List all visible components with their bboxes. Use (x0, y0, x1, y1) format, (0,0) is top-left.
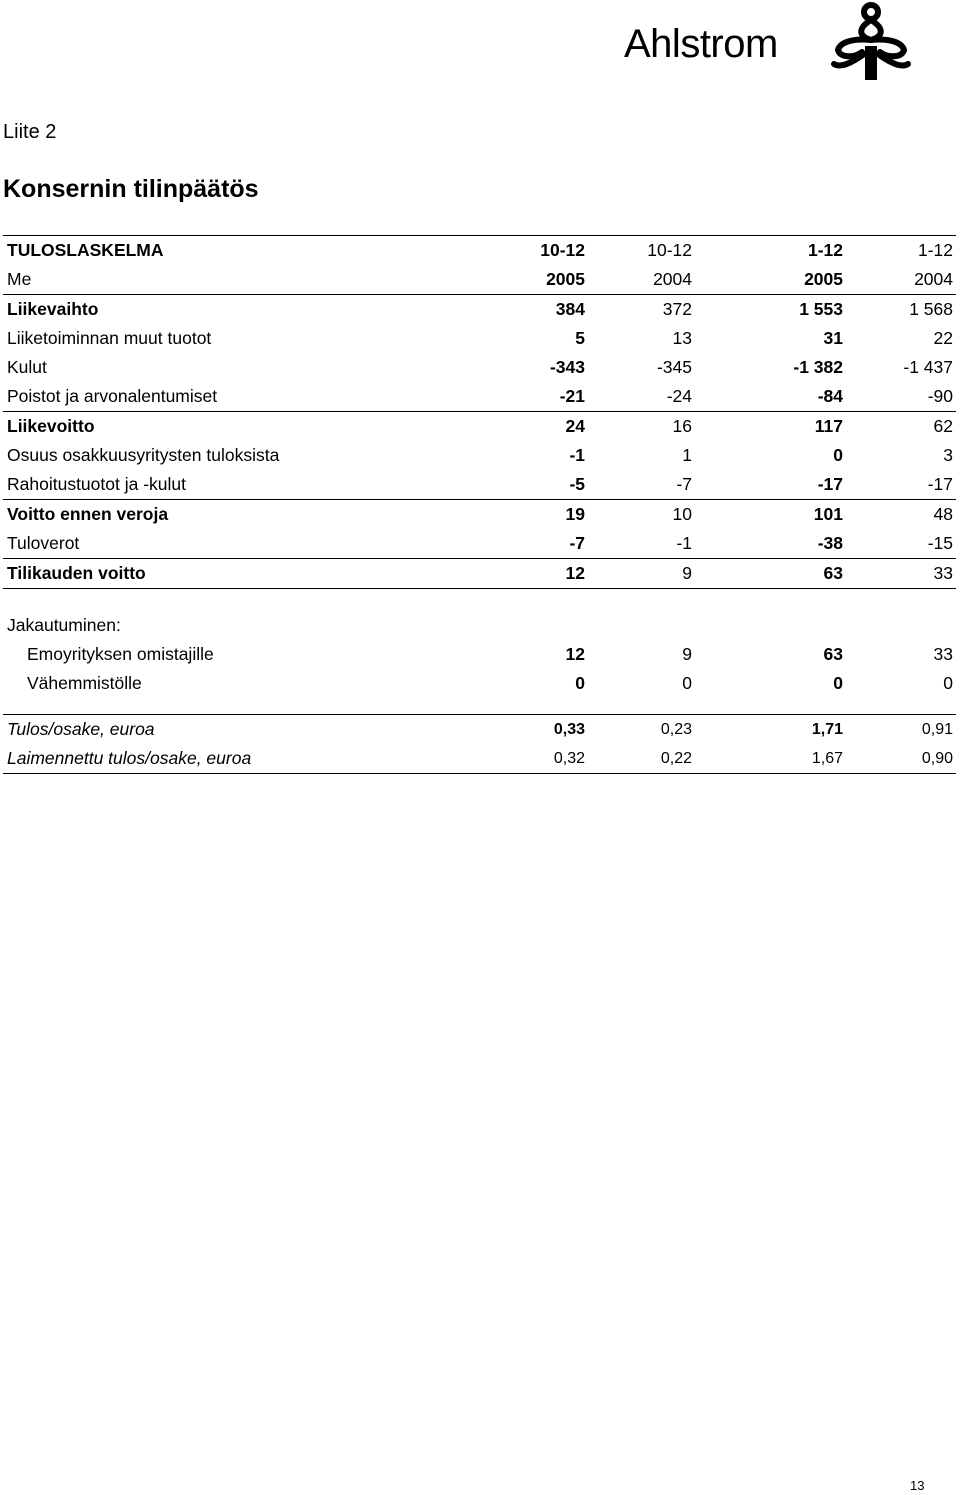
table-row (3, 640, 956, 669)
table-cell: -21 (461, 382, 588, 412)
row-label: Laimennettu tulos/osake, euroa (3, 744, 461, 774)
table-cell: 0 (833, 445, 843, 465)
logo-wordmark: Ahlstrom (624, 22, 778, 66)
table-cell: 12 (565, 644, 585, 664)
table-cell: 9 (588, 559, 695, 589)
row-label: Liikevoitto (7, 416, 95, 436)
table-cell: -1 (569, 445, 585, 465)
table-header-row (3, 236, 956, 266)
row-label: Tulos/osake, euroa (7, 719, 155, 739)
table-row (3, 500, 956, 530)
row-label: Liiketoiminnan muut tuotot (7, 328, 212, 348)
table-cell: 1 (682, 445, 692, 465)
table-cell: 10 (672, 504, 692, 524)
row-label: Tilikauden voitto (3, 559, 461, 589)
header-period: 1-12 (846, 236, 956, 266)
table-cell: 22 (933, 328, 953, 348)
table-cell: 117 (814, 416, 843, 436)
header-period: 1-12 (695, 236, 846, 266)
table-cell: -17 (846, 470, 956, 500)
table-cell: 33 (933, 644, 953, 664)
table-row (3, 744, 956, 774)
table-cell: 63 (823, 644, 843, 664)
row-label: Poistot ja arvonalentumiset (3, 382, 461, 412)
row-label: Emoyrityksen omistajille (27, 644, 214, 664)
table-cell: -7 (461, 529, 588, 559)
table-cell: 0,32 (461, 744, 588, 774)
table-cell: -1 382 (793, 357, 843, 377)
table-cell: 24 (565, 416, 585, 436)
spacer-row (3, 589, 956, 612)
table-row (3, 382, 956, 412)
distribution-label: Jakautuminen: (7, 615, 121, 635)
table-header-row (3, 265, 956, 295)
table-cell: 12 (461, 559, 588, 589)
section-heading-row (3, 611, 956, 640)
row-label: Rahoitustuotot ja -kulut (3, 470, 461, 500)
row-label: Kulut (7, 357, 47, 377)
income-statement-table (3, 235, 956, 774)
header-period: 10-12 (588, 236, 695, 266)
table-cell: 1 553 (799, 299, 843, 319)
table-cell: 0 (575, 673, 585, 693)
row-label: Tuloverot (3, 529, 461, 559)
table-cell: -90 (846, 382, 956, 412)
table-cell: -24 (588, 382, 695, 412)
table-row (3, 324, 956, 353)
table-cell: 13 (672, 328, 692, 348)
table-row (3, 412, 956, 442)
table-cell: 0 (833, 673, 843, 693)
table-cell: 5 (575, 328, 585, 348)
table-cell: -5 (461, 470, 588, 500)
table-cell: 1,67 (695, 744, 846, 774)
table-cell: 372 (662, 299, 692, 319)
table-row (3, 353, 956, 382)
unit-label: Me (3, 265, 461, 295)
table-row (3, 441, 956, 470)
table-cell: -1 (588, 529, 695, 559)
table-cell: 33 (846, 559, 956, 589)
table-cell: -84 (695, 382, 846, 412)
table-cell: 19 (565, 504, 585, 524)
table-cell: -15 (846, 529, 956, 559)
table-cell: -345 (656, 357, 692, 377)
table-cell: 0,22 (588, 744, 695, 774)
table-cell: 3 (943, 445, 953, 465)
header-period: 10-12 (461, 236, 588, 266)
header-year: 2004 (846, 265, 956, 295)
document-title: Konsernin tilinpäätös (3, 175, 259, 203)
row-label: Osuus osakkuusyritysten tuloksista (7, 445, 280, 465)
table-cell: 0,90 (846, 744, 956, 774)
row-label: Liikevaihto (7, 299, 99, 319)
table-row (3, 295, 956, 325)
table-cell: 0,91 (921, 720, 953, 738)
table-cell: 48 (933, 504, 953, 524)
row-label: Voitto ennen veroja (7, 504, 169, 524)
page-number: 13 (910, 1478, 925, 1493)
table-cell: 62 (933, 416, 953, 436)
table-cell: 1,71 (811, 720, 843, 738)
header-year: 2004 (588, 265, 695, 295)
header-year: 2005 (695, 265, 846, 295)
table-cell: 0,23 (660, 720, 692, 738)
table-cell: 1 568 (909, 299, 953, 319)
table-cell: 0 (682, 673, 692, 693)
table-cell: 101 (813, 504, 843, 524)
table-row (3, 529, 956, 559)
table-cell: -17 (695, 470, 846, 500)
table-cell: 63 (695, 559, 846, 589)
table-cell: -38 (695, 529, 846, 559)
table-cell: -343 (549, 357, 585, 377)
table-row (3, 559, 956, 589)
table-row (3, 669, 956, 698)
table-row (3, 470, 956, 500)
table-cell: -7 (588, 470, 695, 500)
table-title: TULOSLASKELMA (3, 236, 461, 266)
table-cell: 0 (943, 673, 953, 693)
table-cell: 31 (823, 328, 843, 348)
row-label: Vähemmistölle (27, 673, 142, 693)
table-cell: 9 (682, 644, 692, 664)
header-year: 2005 (461, 265, 588, 295)
table-cell: 16 (672, 416, 692, 436)
ahlstrom-knot-icon (830, 2, 912, 80)
appendix-label: Liite 2 (3, 121, 57, 143)
table-cell: -1 437 (903, 357, 953, 377)
table-row (3, 715, 956, 745)
table-cell: 384 (555, 299, 585, 319)
company-logo (620, 0, 920, 80)
spacer-row (3, 698, 956, 715)
table-cell: 0,33 (553, 720, 585, 738)
